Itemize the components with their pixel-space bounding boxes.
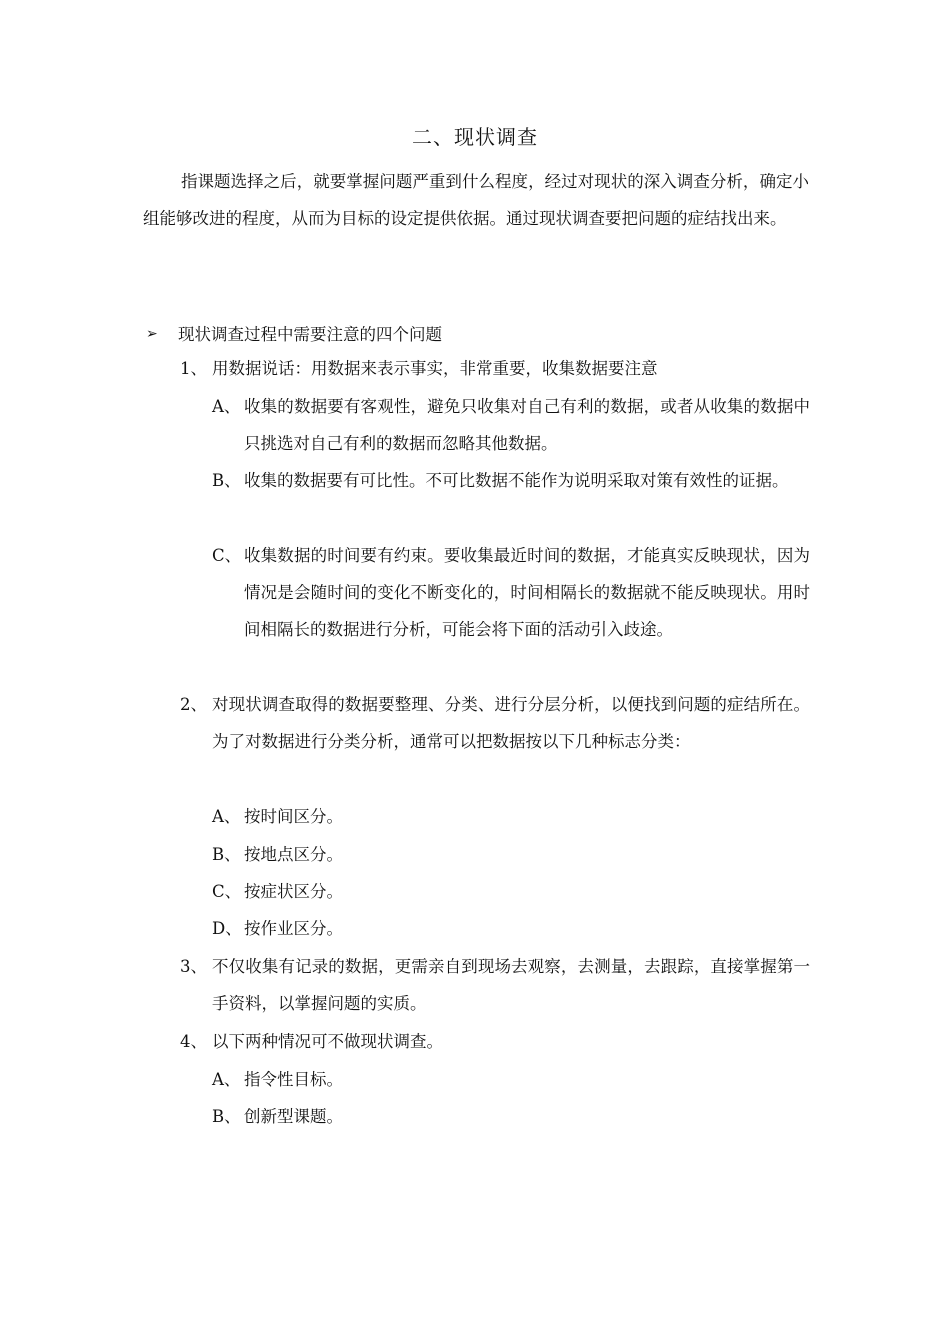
sub-item-text: 按时间区分。 (244, 807, 343, 826)
sub-item-label: A、 (212, 397, 241, 416)
item-number: 2、 (180, 695, 207, 714)
sub-item-label: A、 (212, 807, 241, 826)
sub-item-label: C、 (212, 882, 242, 901)
item-text: 以下两种情况可不做现状调查。 (212, 1032, 443, 1051)
item-number: 4、 (180, 1032, 207, 1051)
sub-item-text: 收集的数据要有客观性，避免只收集对自己有利的数据，或者从收集的数据中只挑选对自己有利的数据而忽略其他数据。 (244, 397, 810, 453)
page-title: 二、现状调查 (412, 125, 538, 149)
sub-item-label: B、 (212, 471, 241, 490)
item-text: 用数据说话：用数据来表示事实，非常重要，收集数据要注意 (212, 359, 658, 378)
item-text: 对现状调查取得的数据要整理、分类、进行分层分析，以便找到问题的症结所在。为了对数据进行分类分析，通常可以把数据按以下几种标志分类： (212, 695, 810, 751)
sub-item-text: 收集的数据要有可比性。不可比数据不能作为说明采取对策有效性的证据。 (244, 471, 789, 490)
sub-item-label: B、 (212, 845, 241, 864)
sub-item-label: D、 (212, 919, 242, 938)
sub-item-label: C、 (212, 546, 242, 565)
sub-item-text: 创新型课题。 (244, 1107, 343, 1126)
sub-item-text: 按地点区分。 (244, 845, 343, 864)
sub-item-text: 收集数据的时间要有约束。要收集最近时间的数据，才能真实反映现状，因为情况是会随时间的变化不断变化的，时间相隔长的数据就不能反映现状。用时间相隔长的数据进行分析，可能会将下面的活动引入歧途。 (244, 546, 810, 639)
section-heading: 现状调查过程中需要注意的四个问题 (178, 325, 442, 344)
sub-item-text: 按症状区分。 (244, 882, 343, 901)
arrow-bullet-icon: ➢ (146, 326, 158, 342)
intro-paragraph: 指课题选择之后，就要掌握问题严重到什么程度，经过对现状的深入调查分析，确定小组能够改进的程度，从而为目标的设定提供依据。通过现状调查要把问题的症结找出来。 (143, 172, 809, 228)
sub-item-label: A、 (212, 1070, 241, 1089)
sub-item-label: B、 (212, 1107, 241, 1126)
sub-item-text: 指令性目标。 (244, 1070, 343, 1089)
sub-item-text: 按作业区分。 (244, 919, 343, 938)
item-text: 不仅收集有记录的数据，更需亲自到现场去观察，去测量，去跟踪，直接掌握第一手资料，以掌握问题的实质。 (212, 957, 810, 1013)
item-number: 1、 (180, 359, 207, 378)
item-number: 3、 (180, 957, 207, 976)
